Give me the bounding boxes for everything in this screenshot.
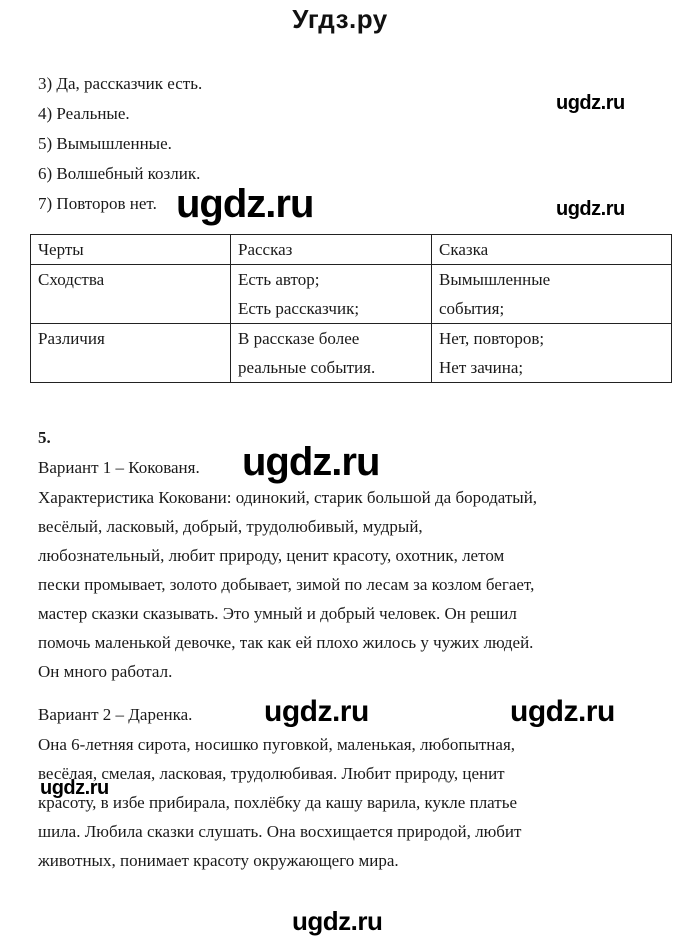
table-cell — [231, 324, 432, 383]
watermark: ugdz.ru — [556, 92, 625, 114]
cell-line: Есть рассказчик; — [238, 299, 360, 318]
table-row — [31, 265, 672, 324]
paragraph-line: красоту, в избе прибирала, похлёбку да кашу варила, кукле платье — [38, 793, 518, 812]
table-header-cell: Рассказ — [231, 235, 432, 265]
table-cell — [432, 324, 672, 383]
watermark: ugdz.ru — [176, 182, 314, 226]
paragraph-line: животных, понимает красоту окружающего мира. — [38, 851, 399, 870]
paragraph-line: шила. Любила сказки слушать. Она восхищается природой, любит — [38, 822, 522, 841]
answer-item: 4) Реальные. — [38, 104, 130, 123]
paragraph-line: весёлая, смелая, ласковая, трудолюбивая. Любит природу, ценит — [38, 764, 505, 783]
cell-line: Есть автор; — [238, 270, 320, 289]
watermark: ugdz.ru — [264, 695, 369, 728]
answer-item: 5) Вымышленные. — [38, 134, 172, 153]
cell-line: Вымышленные — [439, 270, 551, 289]
cell-line: реальные события. — [238, 358, 376, 377]
watermark: ugdz.ru — [242, 440, 380, 484]
table-cell — [432, 265, 672, 324]
paragraph-line: помочь маленькой девочке, так как ей плохо жилось у чужих людей. — [38, 633, 534, 652]
answer-item: 7) Повторов нет. — [38, 194, 157, 213]
table-cell: Сходства — [31, 265, 231, 324]
variant-title: Вариант 2 – Даренка. — [38, 705, 193, 724]
table-header-cell: Черты — [31, 235, 231, 265]
paragraph-line: пески промывает, золото добывает, зимой по лесам за козлом бегает, — [38, 575, 535, 594]
table-row — [31, 324, 672, 383]
paragraph-line: Он много работал. — [38, 662, 173, 681]
page-header-title: Угдз.ру — [292, 4, 388, 34]
cell-line: В рассказе более — [238, 329, 360, 348]
table-cell — [231, 265, 432, 324]
paragraph-line: мастер сказки сказывать. Это умный и добрый человек. Он решил — [38, 604, 517, 623]
watermark: ugdz.ru — [556, 198, 625, 220]
table-header-cell: Сказка — [432, 235, 672, 265]
answer-item: 3) Да, рассказчик есть. — [38, 74, 203, 93]
watermark: ugdz.ru — [292, 906, 383, 936]
cell-line: Нет, повторов; — [439, 329, 545, 348]
paragraph-line: Она 6-летняя сирота, носишко пуговкой, маленькая, любопытная, — [38, 735, 516, 754]
comparison-table — [30, 234, 672, 383]
variant-title: Вариант 1 – Кокованя. — [38, 458, 200, 477]
table-header-row — [31, 235, 672, 265]
watermark: ugdz.ru — [40, 777, 109, 799]
answer-item: 6) Волшебный козлик. — [38, 164, 201, 183]
paragraph-line: любознательный, любит природу, ценит красоту, охотник, летом — [38, 546, 505, 565]
paragraph-line: Характеристика Коковани: одинокий, старик большой да бородатый, — [38, 488, 538, 507]
watermark: ugdz.ru — [510, 695, 615, 728]
table-cell: Различия — [31, 324, 231, 383]
cell-line: Нет зачина; — [439, 358, 524, 377]
paragraph-line: весёлый, ласковый, добрый, трудолюбивый, мудрый, — [38, 517, 423, 536]
cell-line: события; — [439, 299, 505, 318]
task-number: 5. — [38, 428, 51, 447]
